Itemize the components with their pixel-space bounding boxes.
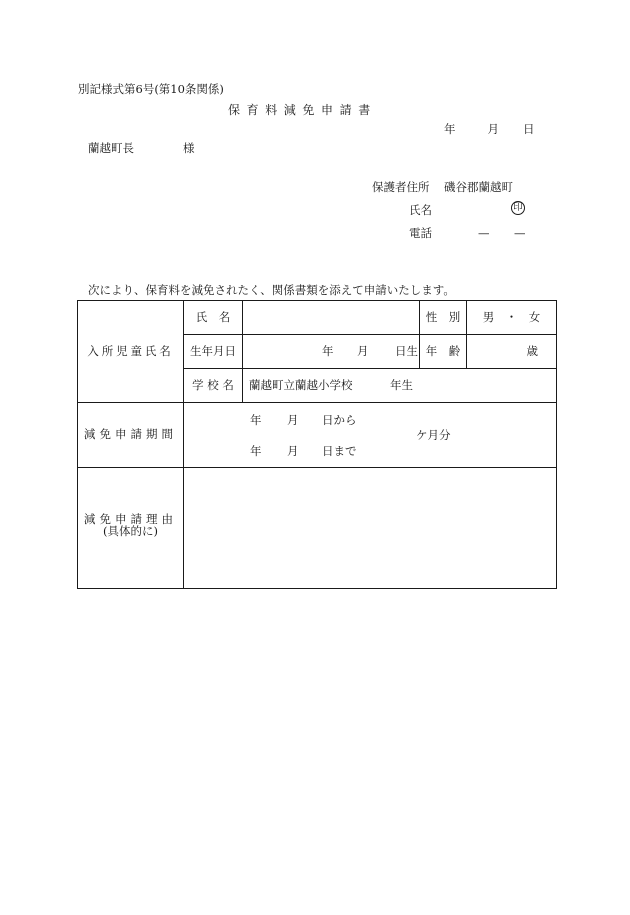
- phone-dash: —: [514, 226, 526, 240]
- address-value: 磯谷郡蘭越町: [444, 180, 513, 194]
- seal-icon: 印: [511, 201, 525, 215]
- birth-date-field[interactable]: [243, 335, 420, 369]
- period-from-year: 年: [250, 413, 262, 427]
- period-to-day: 日まで: [322, 444, 357, 458]
- form-title: 保育料減免申請書: [228, 103, 377, 117]
- child-name-label: 氏 名: [184, 301, 243, 335]
- application-table: [77, 300, 557, 589]
- age-field[interactable]: [467, 335, 557, 369]
- table-row: [78, 468, 557, 589]
- reason-label: 減免申請理由: [83, 512, 178, 526]
- gender-options[interactable]: 男 ・ 女: [467, 301, 557, 335]
- birth-date-label: 生年月日: [184, 335, 243, 369]
- table-row: [78, 403, 557, 468]
- school-field[interactable]: [243, 369, 557, 403]
- applicant-name-label: 氏名: [409, 203, 432, 217]
- birth-month-label: 月: [357, 344, 369, 358]
- school-grade-label: 年生: [390, 378, 413, 392]
- reason-field[interactable]: [184, 468, 557, 589]
- date-day-label: 日: [523, 122, 535, 136]
- period-to-month: 月: [287, 444, 299, 458]
- gender-label: 性 別: [420, 301, 467, 335]
- address-label: 保護者住所: [372, 180, 430, 194]
- addressee-honorific: 様: [183, 141, 195, 155]
- period-field[interactable]: [184, 403, 557, 468]
- age-unit: 歳: [526, 343, 538, 358]
- school-label: 学 校 名: [184, 369, 243, 403]
- table-row: [78, 301, 557, 335]
- school-name: 蘭越町立蘭越小学校: [249, 378, 353, 392]
- date-month-label: 月: [487, 122, 499, 136]
- period-label: 減免申請期間: [78, 403, 184, 468]
- child-name-field[interactable]: [243, 301, 420, 335]
- phone-dash: —: [478, 226, 490, 240]
- reason-label-cell: [78, 468, 184, 589]
- date-year-label: 年: [444, 122, 456, 136]
- phone-label: 電話: [409, 226, 432, 240]
- form-code: 別記様式第6号(第10条関係): [78, 82, 224, 96]
- reason-note: (具体的に): [103, 523, 158, 538]
- application-date: [444, 124, 535, 136]
- addressee: 蘭越町長: [88, 141, 134, 155]
- period-to-year: 年: [250, 444, 262, 458]
- period-from-month: 月: [287, 413, 299, 427]
- intro-text: 次により、保育料を減免されたく、関係書類を添えて申請いたします。: [88, 283, 455, 297]
- child-section-label: 入所児童氏名: [78, 301, 184, 403]
- period-from-day: 日から: [322, 413, 357, 427]
- period-months: ケ月分: [416, 428, 451, 442]
- birth-year-label: 年: [322, 344, 334, 358]
- birth-day-label: 日生: [395, 344, 418, 358]
- age-label: 年 齢: [420, 335, 467, 369]
